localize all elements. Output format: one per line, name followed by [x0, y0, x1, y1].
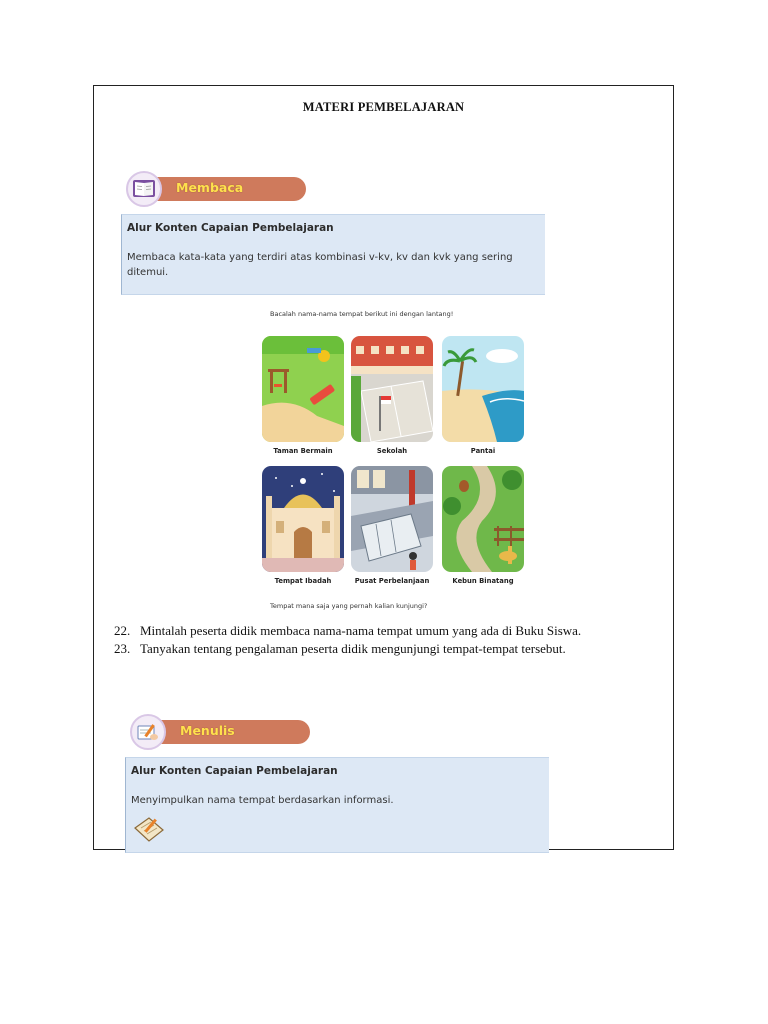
capaian-box-membaca	[121, 214, 545, 295]
figure-instruction: Bacalah nama-nama tempat berikut ini dengan lantang!	[270, 310, 454, 318]
capaian-text: Menyimpulkan nama tempat berdasarkan informasi.	[131, 795, 394, 806]
illustration-pantai	[442, 336, 524, 442]
capaian-heading: Alur Konten Capaian Pembelajaran	[127, 222, 334, 234]
illustration-kebun-binatang	[442, 466, 524, 572]
capaian-heading: Alur Konten Capaian Pembelajaran	[131, 765, 338, 777]
menulis-label: Menulis	[180, 723, 235, 738]
open-book-icon	[126, 171, 162, 207]
menulis-banner	[130, 720, 310, 744]
membaca-banner	[126, 177, 306, 201]
step-text: Mintalah peserta didik membaca nama-nama tempat umum yang ada di Buku Siswa.	[140, 623, 582, 638]
caption-pantai: Pantai	[470, 447, 496, 455]
step-number: 23.	[114, 640, 131, 656]
caption-kebun-binatang: Kebun Binatang	[452, 577, 514, 585]
caption-pusat-perbelanjaan: Pusat Perbelanjaan	[354, 577, 430, 585]
notepad-pencil-icon	[131, 814, 167, 848]
caption-sekolah: Sekolah	[376, 447, 408, 455]
membaca-label: Membaca	[176, 180, 244, 195]
step-number: 22.	[114, 623, 131, 638]
caption-tempat-ibadah: Tempat Ibadah	[274, 577, 332, 585]
illustration-taman-bermain	[262, 336, 344, 442]
caption-taman-bermain: Taman Bermain	[273, 447, 333, 455]
illustration-sekolah	[351, 336, 433, 442]
illustration-pusat-perbelanjaan	[351, 466, 433, 572]
document-frame	[93, 85, 674, 850]
illustration-tempat-ibadah	[262, 466, 344, 572]
step-list	[114, 623, 644, 656]
list-item	[114, 641, 644, 657]
capaian-box-menulis	[125, 757, 549, 853]
writing-hand-icon	[130, 714, 166, 750]
list-item	[114, 623, 644, 639]
capaian-text: Membaca kata-kata yang terdiri atas kombinasi v-kv, kv dan kvk yang sering ditemui.	[127, 252, 513, 278]
step-text: Tanyakan tentang pengalaman peserta didik mengunjungi tempat-tempat tersebut.	[140, 640, 566, 656]
figure-question: Tempat mana saja yang pernah kalian kunjungi?	[270, 602, 428, 610]
page-title: MATERI PEMBELAJARAN	[302, 100, 465, 114]
